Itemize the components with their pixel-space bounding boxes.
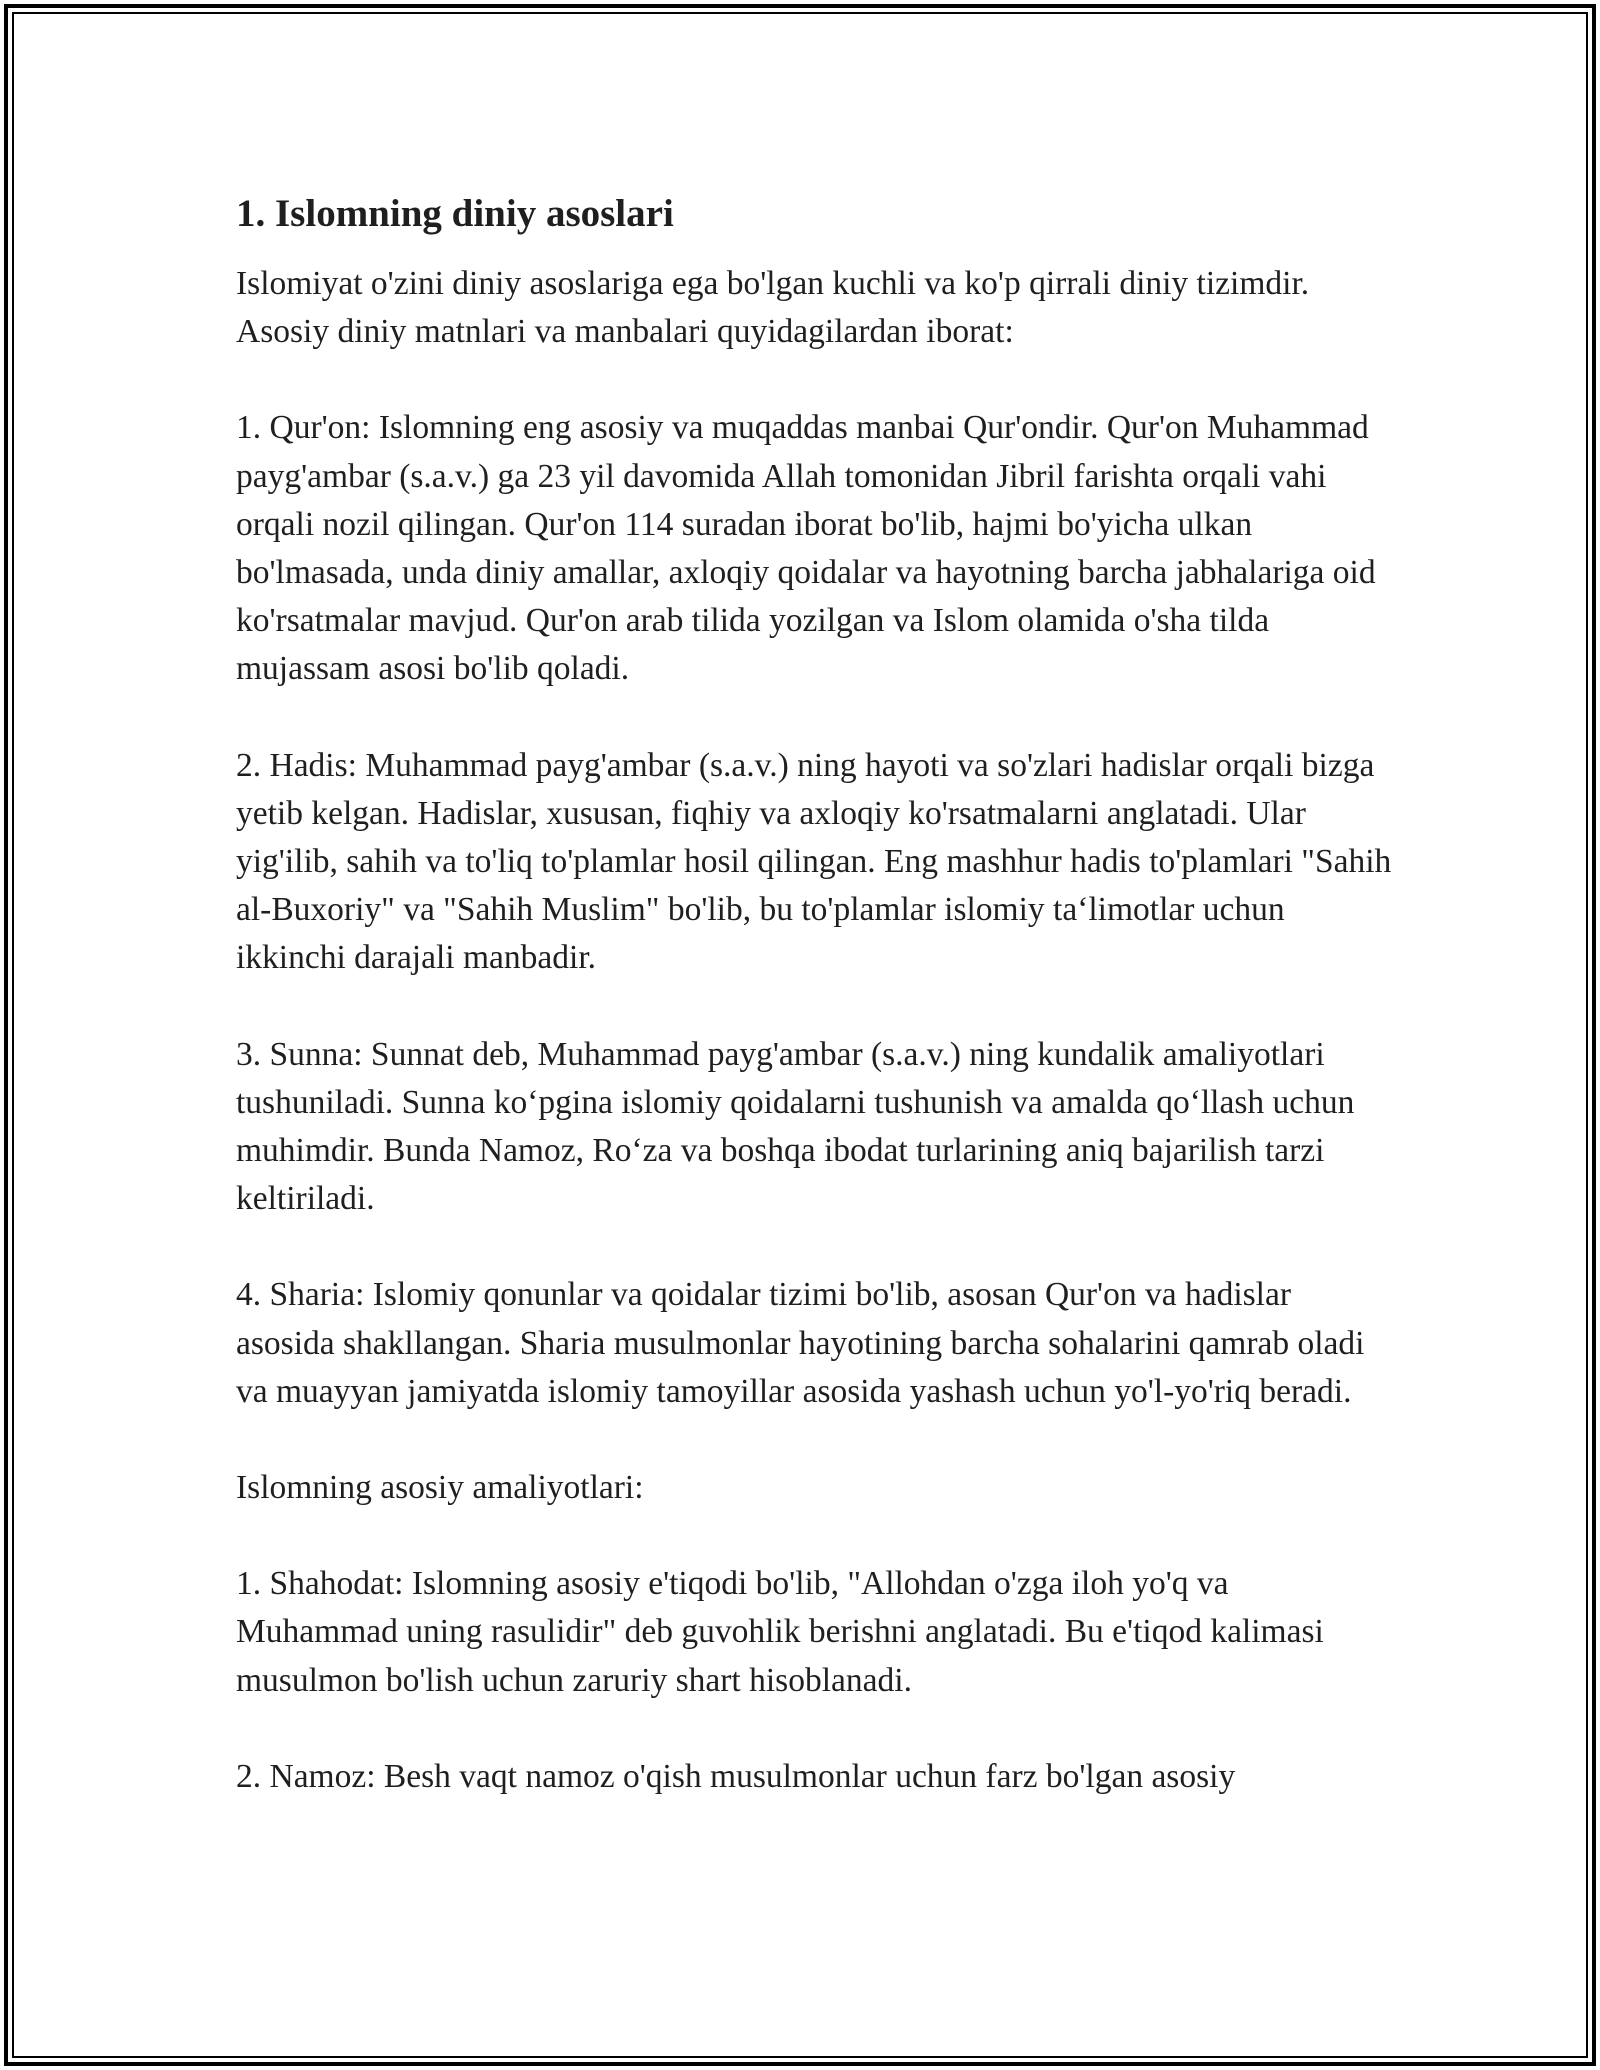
intro-paragraph: Islomiyat o'zini diniy asoslariga ega bo'lgan kuchli va ko'p qirrali diniy tizimdir. Asosiy diniy matnlari va manbalari quyidagilardan iborat: bbox=[236, 265, 1310, 351]
shahodat-paragraph: 1. Shahodat: Islomning asosiy e'tiqodi bo'lib, "Allohdan o'zga iloh yo'q va Muhammad uning rasulidir" deb guvohlik berishni anglatadi. Bu e'tiqod kalimasi musulmon bo'lish uchun zaruriy shart hisoblanadi. bbox=[236, 1565, 1324, 1699]
hadis-paragraph: 2. Hadis: Muhammad payg'ambar (s.a.v.) ning hayoti va so'zlari hadislar orqali bizga yetib kelgan. Hadislar, xususan, fiqhiy va axloqiy ko'rsatmalarni anglatadi. Ular yig'ilib, sahih va to'liq to'plamlar hosil qilingan. Eng mashhur hadis to'plamlari "Sahih al-Buxoriy" va "Sahih Muslim" bo'lib, bu to'plamlar islomiy ta‘limotlar uchun ikkinchi darajali manbadir. bbox=[236, 746, 1392, 977]
document-body bbox=[236, 188, 1396, 1849]
sharia-paragraph: 4. Sharia: Islomiy qonunlar va qoidalar tizimi bo'lib, asosan Qur'on va hadislar asosida shakllangan. Sharia musulmonlar hayotining barcha sohalarini qamrab oladi va muayyan jamiyatda islomiy tamoyillar asosida yashash uchun yo'l-yo'riq beradi. bbox=[236, 1276, 1365, 1410]
practices-heading: Islomning asosiy amaliyotlari: bbox=[236, 1469, 644, 1507]
namoz-paragraph: 2. Namoz: Besh vaqt namoz o'qish musulmonlar uchun farz bo'lgan asosiy bbox=[236, 1757, 1236, 1795]
document-heading: 1. Islomning diniy asoslari bbox=[236, 192, 674, 235]
sunna-paragraph: 3. Sunna: Sunnat deb, Muhammad payg'ambar (s.a.v.) ning kundalik amaliyotlari tushuniladi. Sunna ko‘pgina islomiy qoidalarni tushunish va amalda qo‘llash uchun muhimdir. Bunda Namoz, Ro‘za va boshqa ibodat turlarining aniq bajarilish tarzi keltiriladi. bbox=[236, 1035, 1355, 1218]
quran-paragraph: 1. Qur'on: Islomning eng asosiy va muqaddas manbai Qur'ondir. Qur'on Muhammad payg'ambar (s.a.v.) ga 23 yil davomida Allah tomonidan Jibril farishta orqali vahi orqali nozil qilingan. Qur'on 114 suradan iborat bo'lib, hajmi bo'yicha ulkan bo'lmasada, unda diniy amallar, axloqiy qoidalar va hayotning barcha jabhalariga oid ko'rsatmalar mavjud. Qur'on arab tilida yozilgan va Islom olamida o'sha tilda mujassam asosi bo'lib qoladi. bbox=[236, 409, 1376, 688]
